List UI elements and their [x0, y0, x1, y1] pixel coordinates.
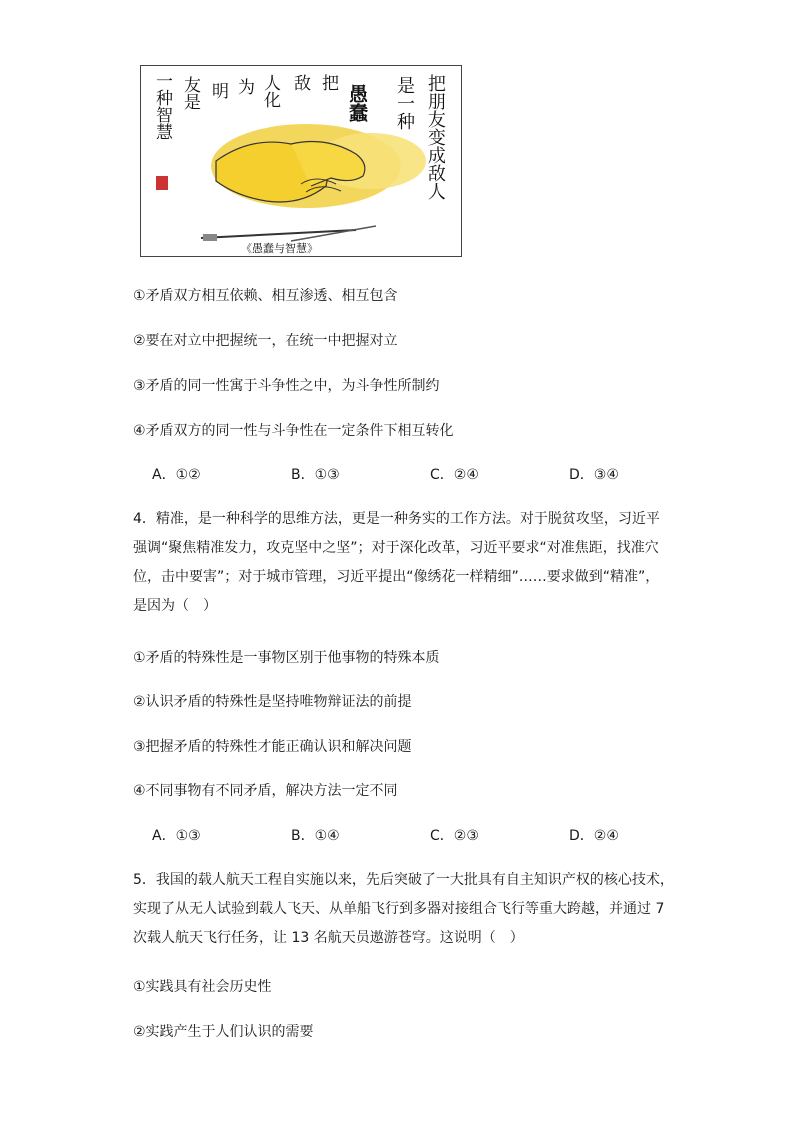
cartoon-figure	[140, 65, 462, 257]
q3-item-4: ④矛盾双方的同一性与斗争性在一定条件下相互转化	[133, 423, 454, 439]
q4-option-b[interactable]: B．①④	[291, 828, 340, 844]
figure-text-col-9: 是一种	[394, 76, 415, 130]
q4-stem-line: 位，击中要害”；对于城市管理，习近平提出“像绣花一样精细”……要求做到“精准”，	[133, 569, 660, 585]
figure-text-col-10: 把朋友变成敌人	[424, 74, 446, 200]
q5-stem	[133, 866, 673, 953]
q4-stem-line: 是因为（ ）	[133, 598, 217, 614]
q4-item-4: ④不同事物有不同矛盾，解决方法一定不同	[133, 783, 398, 799]
q5-item-1: ①实践具有社会历史性	[133, 979, 272, 995]
q3-item-3: ③矛盾的同一性寓于斗争性之中，为斗争性所制约	[133, 378, 440, 394]
q4-stem-line: 4．精准，是一种科学的思维方法，更是一种务实的工作方法。对于脱贫攻坚，习近平	[133, 511, 660, 527]
figure-text-col-5: 人化	[260, 74, 280, 108]
q5-stem-line: 次载人航天飞行任务，让 13 名航天员遨游苍穹。这说明（ ）	[133, 930, 524, 946]
q4-item-2: ②认识矛盾的特殊性是坚持唯物辩证法的前提	[133, 694, 412, 710]
figure-text-col-6: 敌	[290, 74, 310, 91]
figure-text-col-8: 愚蠢	[346, 84, 368, 122]
figure-caption: 《愚蠢与智慧》	[241, 242, 318, 255]
figure-text-col-3: 明	[208, 82, 228, 99]
q4-stem	[133, 505, 673, 621]
q3-option-d[interactable]: D．③④	[569, 467, 619, 483]
q3-item-1: ①矛盾双方相互依赖、相互渗透、相互包含	[133, 288, 398, 304]
q5-item-2: ②实践产生于人们认识的需要	[133, 1024, 314, 1040]
q3-options	[152, 465, 708, 485]
q4-item-1: ①矛盾的特殊性是一事物区别于他事物的特殊本质	[133, 650, 440, 666]
q4-option-c[interactable]: C．②③	[430, 828, 479, 844]
figure-text-col-4: 为	[234, 78, 254, 95]
figure-text-col-7: 把	[318, 74, 338, 91]
q3-item-2: ②要在对立中把握统一，在统一中把握对立	[133, 333, 398, 349]
q3-option-c[interactable]: C．②④	[430, 467, 479, 483]
figure-text-col-2: 友是	[180, 76, 200, 110]
q4-item-3: ③把握矛盾的特殊性才能正确认识和解决问题	[133, 739, 412, 755]
q4-stem-line: 强调“聚焦精准发力，攻克坚中之坚”；对于深化改革，习近平要求“对准焦距，找准穴	[133, 540, 659, 556]
q3-option-b[interactable]: B．①③	[291, 467, 340, 483]
q4-options	[152, 826, 708, 846]
q3-option-a[interactable]: A．①②	[152, 467, 201, 483]
q5-stem-line: 5．我国的载人航天工程自实施以来，先后突破了一大批具有自主知识产权的核心技术，	[133, 872, 674, 888]
q4-option-d[interactable]: D．②④	[569, 828, 619, 844]
q5-stem-line: 实现了从无人试验到载人飞天、从单船飞行到多器对接组合飞行等重大跨越，并通过 7	[133, 901, 665, 917]
figure-text-col-1: 一种智慧	[152, 72, 172, 140]
q4-option-a[interactable]: A．①③	[152, 828, 201, 844]
